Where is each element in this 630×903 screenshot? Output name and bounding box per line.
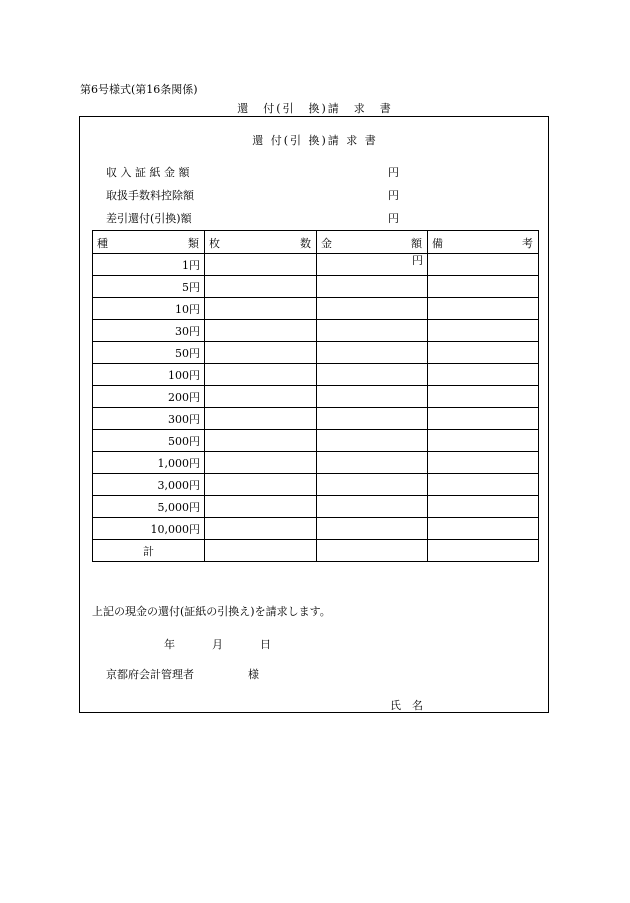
remarks-cell[interactable] bbox=[428, 408, 539, 430]
denomination-cell: 3,000円 bbox=[93, 474, 205, 496]
count-cell[interactable] bbox=[205, 386, 317, 408]
remarks-cell[interactable] bbox=[428, 474, 539, 496]
count-cell[interactable] bbox=[205, 254, 317, 276]
table-row bbox=[93, 474, 539, 496]
count-cell[interactable] bbox=[205, 430, 317, 452]
date-line bbox=[164, 636, 271, 652]
table-row bbox=[93, 342, 539, 364]
denomination-cell: 10円 bbox=[93, 298, 205, 320]
total-amount-cell[interactable] bbox=[317, 540, 428, 562]
form-inner-title: 還 付(引 換)請 求 書 bbox=[252, 134, 378, 147]
remarks-cell[interactable] bbox=[428, 320, 539, 342]
count-cell[interactable] bbox=[205, 364, 317, 386]
table-row bbox=[93, 408, 539, 430]
denomination-cell: 5円 bbox=[93, 276, 205, 298]
table-row bbox=[93, 496, 539, 518]
denomination-cell: 100円 bbox=[93, 364, 205, 386]
header-amount: 金 額 bbox=[317, 231, 428, 254]
remarks-cell[interactable] bbox=[428, 254, 539, 276]
day-field[interactable]: 日 bbox=[260, 638, 271, 651]
table-row bbox=[93, 254, 539, 276]
count-cell[interactable] bbox=[205, 320, 317, 342]
amount-cell[interactable] bbox=[317, 452, 428, 474]
form-number-label: 第6号様式(第16条関係) bbox=[80, 83, 198, 96]
remarks-cell[interactable] bbox=[428, 298, 539, 320]
document-title: 還 付(引 換)請 求 書 bbox=[237, 102, 393, 115]
table-row bbox=[93, 386, 539, 408]
remarks-cell[interactable] bbox=[428, 430, 539, 452]
amount-cell[interactable] bbox=[317, 518, 428, 540]
amount-cell[interactable] bbox=[317, 496, 428, 518]
handling-fee-label: 取扱手数料控除額 bbox=[106, 189, 194, 202]
table-row bbox=[93, 276, 539, 298]
table-row bbox=[93, 320, 539, 342]
amount-cell[interactable] bbox=[317, 408, 428, 430]
total-remarks-cell[interactable] bbox=[428, 540, 539, 562]
amount-cell[interactable] bbox=[317, 298, 428, 320]
count-cell[interactable] bbox=[205, 342, 317, 364]
remarks-cell[interactable] bbox=[428, 342, 539, 364]
remarks-cell[interactable] bbox=[428, 386, 539, 408]
remarks-cell[interactable] bbox=[428, 364, 539, 386]
denomination-cell: 30円 bbox=[93, 320, 205, 342]
count-cell[interactable] bbox=[205, 452, 317, 474]
denomination-cell: 10,000円 bbox=[93, 518, 205, 540]
denomination-cell: 500円 bbox=[93, 430, 205, 452]
header-count: 枚 数 bbox=[205, 231, 317, 254]
refund-amount-field[interactable]: 円 bbox=[388, 212, 399, 225]
handling-fee-field[interactable]: 円 bbox=[388, 189, 399, 202]
honorific: 様 bbox=[248, 668, 259, 681]
table-row bbox=[93, 364, 539, 386]
denomination-cell: 50円 bbox=[93, 342, 205, 364]
amount-cell[interactable]: 円 bbox=[317, 254, 428, 276]
year-field[interactable]: 年 bbox=[164, 638, 175, 651]
stamp-amount-field[interactable]: 円 bbox=[388, 166, 399, 179]
count-cell[interactable] bbox=[205, 518, 317, 540]
total-row bbox=[93, 540, 539, 562]
table-header-row bbox=[93, 231, 539, 254]
count-cell[interactable] bbox=[205, 408, 317, 430]
amount-cell[interactable] bbox=[317, 276, 428, 298]
denomination-cell: 1円 bbox=[93, 254, 205, 276]
amount-cell[interactable] bbox=[317, 342, 428, 364]
request-statement: 上記の現金の還付(証紙の引換え)を請求します。 bbox=[92, 605, 331, 618]
remarks-cell[interactable] bbox=[428, 496, 539, 518]
refund-amount-label: 差引還付(引換)額 bbox=[106, 212, 192, 225]
denomination-cell: 5,000円 bbox=[93, 496, 205, 518]
denomination-cell: 1,000円 bbox=[93, 452, 205, 474]
denomination-table bbox=[92, 230, 539, 562]
table-row bbox=[93, 298, 539, 320]
count-cell[interactable] bbox=[205, 496, 317, 518]
table-row bbox=[93, 430, 539, 452]
amount-cell[interactable] bbox=[317, 474, 428, 496]
count-cell[interactable] bbox=[205, 276, 317, 298]
remarks-cell[interactable] bbox=[428, 518, 539, 540]
denomination-cell: 200円 bbox=[93, 386, 205, 408]
amount-cell[interactable] bbox=[317, 320, 428, 342]
total-count-cell[interactable] bbox=[205, 540, 317, 562]
name-label[interactable]: 氏 名 bbox=[390, 699, 423, 712]
amount-cell[interactable] bbox=[317, 364, 428, 386]
month-field[interactable]: 月 bbox=[212, 638, 223, 651]
table-row bbox=[93, 518, 539, 540]
amount-cell[interactable] bbox=[317, 430, 428, 452]
count-cell[interactable] bbox=[205, 298, 317, 320]
header-remarks: 備 考 bbox=[428, 231, 539, 254]
count-cell[interactable] bbox=[205, 474, 317, 496]
amount-cell[interactable] bbox=[317, 386, 428, 408]
header-type: 種 類 bbox=[93, 231, 205, 254]
denomination-cell: 300円 bbox=[93, 408, 205, 430]
stamp-amount-label: 収 入 証 紙 金 額 bbox=[106, 166, 190, 179]
remarks-cell[interactable] bbox=[428, 452, 539, 474]
addressee: 京都府会計管理者 bbox=[106, 668, 194, 681]
remarks-cell[interactable] bbox=[428, 276, 539, 298]
total-label: 計 bbox=[93, 540, 205, 562]
table-row bbox=[93, 452, 539, 474]
